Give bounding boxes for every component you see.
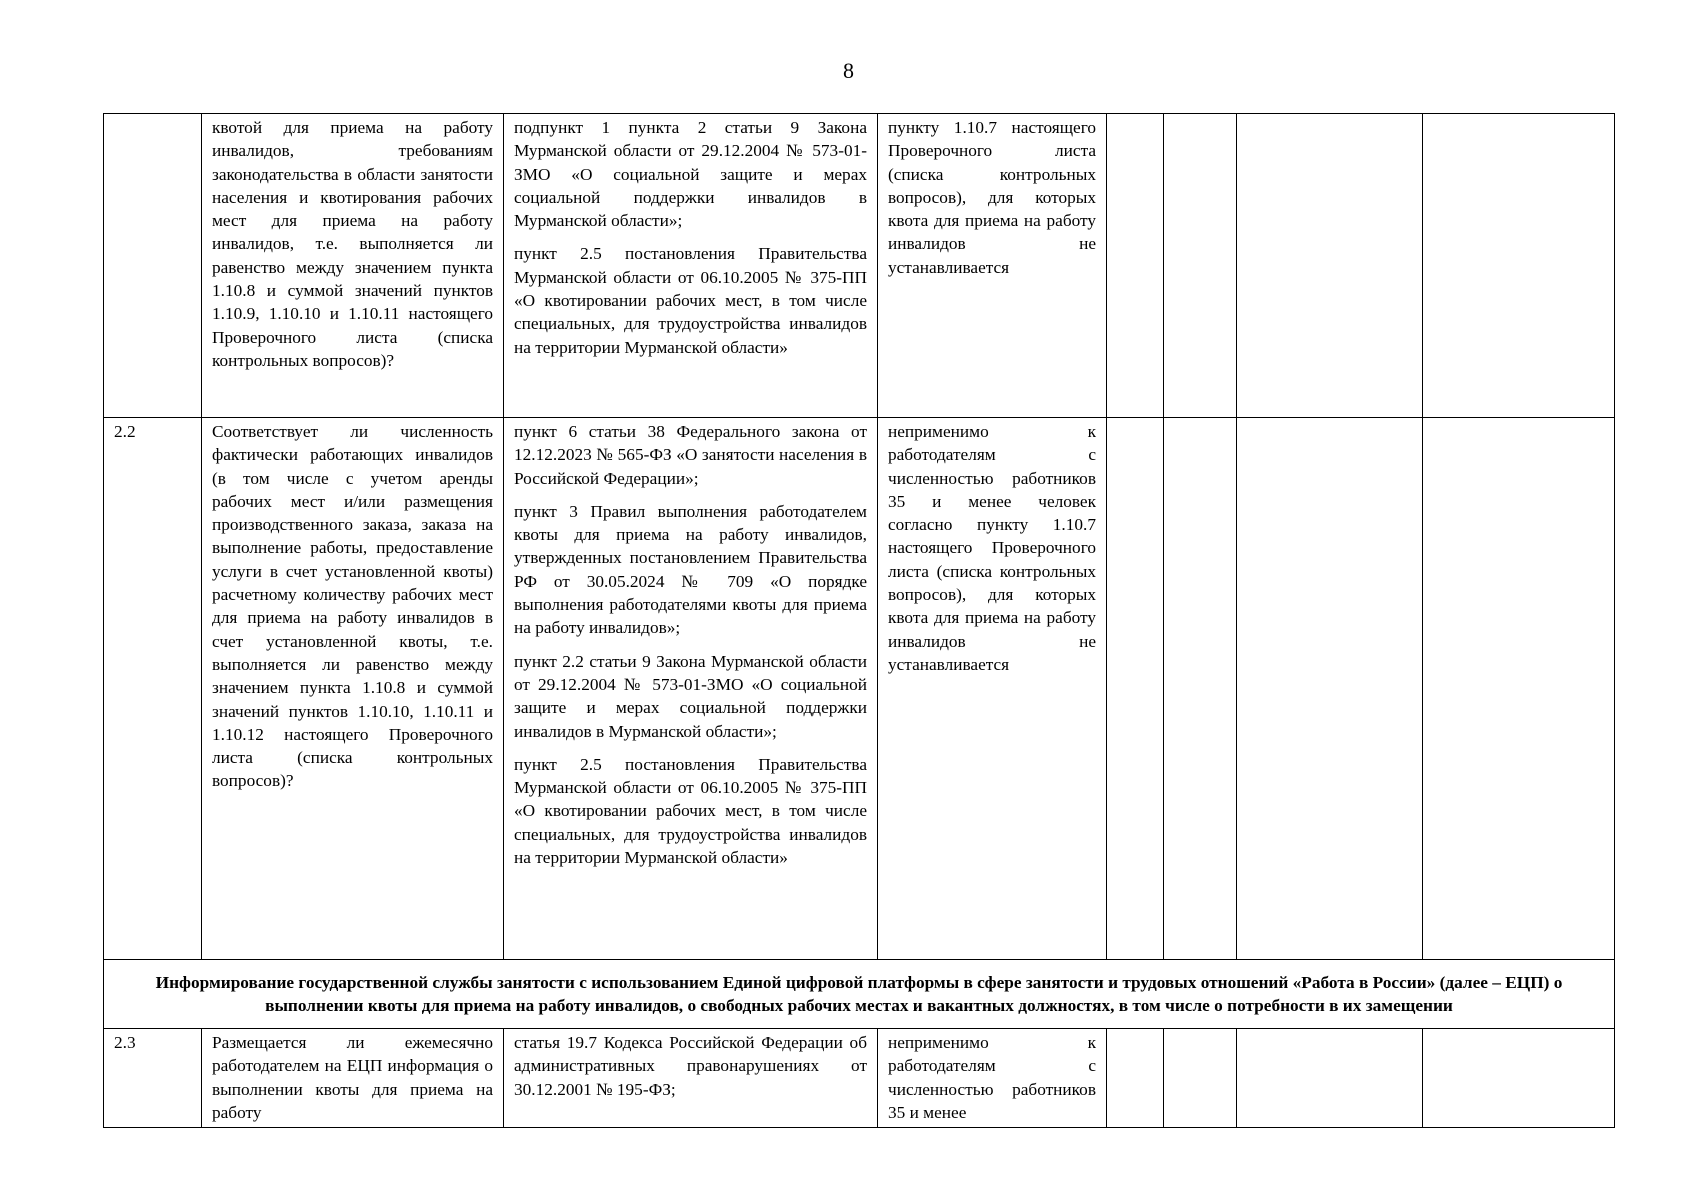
empty-cell-no <box>1164 418 1237 960</box>
empty-cell-yes <box>1107 418 1164 960</box>
legal-references-cell <box>504 1029 878 1128</box>
empty-cell-na <box>1237 114 1423 418</box>
section-heading: Информирование государственной службы занятости с использованием Единой цифровой платформы в сфере занятости и трудовых отношений «Работа в России» (далее – ЕЦП) о выполнении квоты для приема на работу инвалидов, о свободных рабочих местах и вакантных должностях, в том числе о потребности в их замещении <box>104 960 1615 1029</box>
note-cell <box>878 114 1107 418</box>
question-cell <box>202 418 504 960</box>
note-text: неприменимо к работодателям с численностью работников 35 и менее человек согласно пункту 1.10.7 настоящего Проверочного листа (списка контрольных вопросов), для которых квота для приема на работу инвалидов не устанавливается <box>888 422 1096 674</box>
question-text: квотой для приема на работу инвалидов, требованиям законодательства в области занятости населения и квотирования рабочих мест для приема на работу инвалидов, т.е. выполняется ли равенство между значением пункта 1.10.8 и суммой значений пунктов 1.10.9, 1.10.10 и 1.10.11 настоящего Проверочного листа (списка контрольных вопросов)? <box>212 118 493 370</box>
legal-reference: пункт 2.5 постановления Правительства Мурманской области от 06.10.2005 № 375-ПП «О квотировании рабочих мест, в том числе специальных, для трудоустройства инвалидов на территории Мурманской области» <box>514 754 867 868</box>
legal-reference: статья 19.7 Кодекса Российской Федерации об административных правонарушениях от 30.12.2001 № 195-ФЗ; <box>514 1033 867 1099</box>
row-number-cell: 2.3 <box>104 1029 202 1128</box>
legal-references-cell <box>504 418 878 960</box>
empty-cell-no <box>1164 1029 1237 1128</box>
legal-reference: пункт 2.2 статьи 9 Закона Мурманской области от 29.12.2004 № 573-01-ЗМО «О социальной защите и мерах социальной поддержки инвалидов в Мурманской области»; <box>514 651 867 741</box>
question-cell <box>202 1029 504 1128</box>
row-number-cell <box>104 114 202 418</box>
legal-references-cell <box>504 114 878 418</box>
table-row <box>104 114 1615 418</box>
legal-reference: пункт 2.5 постановления Правительства Мурманской области от 06.10.2005 № 375-ПП «О квотировании рабочих мест, в том числе специальных, для трудоустройства инвалидов на территории Мурманской области» <box>514 244 867 357</box>
note-cell <box>878 1029 1107 1128</box>
question-text: Соответствует ли численность фактически работающих инвалидов (в том числе с учетом аренды рабочих мест и/или размещения производственного заказа, заказа на выполнение работы, предоставление услуги в счет установленной квоты) расчетному количеству рабочих мест для приема на работу инвалидов в счет установленной квоты, т.е. выполняется ли равенство между значением пункта 1.10.8 и суммой значений пунктов 1.10.10, 1.10.11 и 1.10.12 настоящего Проверочного листа (списка контрольных вопросов)? <box>212 422 493 791</box>
row-number-cell: 2.2 <box>104 418 202 960</box>
question-text: Размещается ли ежемесячно работодателем на ЕЦП информация о выполнении квоты для приема на работу <box>212 1033 493 1122</box>
empty-cell-comment <box>1423 114 1615 418</box>
table-row <box>104 1029 1615 1128</box>
legal-reference: пункт 6 статьи 38 Федерального закона от 12.12.2023 № 565-ФЗ «О занятости населения в Российской Федерации»; <box>514 422 867 488</box>
empty-cell-yes <box>1107 114 1164 418</box>
empty-cell-comment <box>1423 418 1615 960</box>
empty-cell-na <box>1237 1029 1423 1128</box>
section-heading-row <box>104 960 1615 1029</box>
question-cell <box>202 114 504 418</box>
legal-reference: подпункт 1 пункта 2 статьи 9 Закона Мурманской области от 29.12.2004 № 573-01-ЗМО «О социальной защите и мерах социальной поддержки инвалидов в Мурманской области»; <box>514 118 867 231</box>
empty-cell-yes <box>1107 1029 1164 1128</box>
empty-cell-no <box>1164 114 1237 418</box>
note-text: пункту 1.10.7 настоящего Проверочного листа (списка контрольных вопросов), для которых квота для приема на работу инвалидов не устанавливается <box>888 118 1096 277</box>
page-number: 8 <box>843 58 854 83</box>
empty-cell-na <box>1237 418 1423 960</box>
empty-cell-comment <box>1423 1029 1615 1128</box>
legal-reference: пункт 3 Правил выполнения работодателем квоты для приема на работу инвалидов, утвержденных постановлением Правительства РФ от 30.05.2024 № 709 «О порядке выполнения работодателями квоты для приема на работу инвалидов»; <box>514 501 867 638</box>
table-row <box>104 418 1615 960</box>
checklist-table <box>103 113 1615 1128</box>
note-text: неприменимо к работодателям с численностью работников 35 и менее <box>888 1033 1096 1122</box>
note-cell <box>878 418 1107 960</box>
